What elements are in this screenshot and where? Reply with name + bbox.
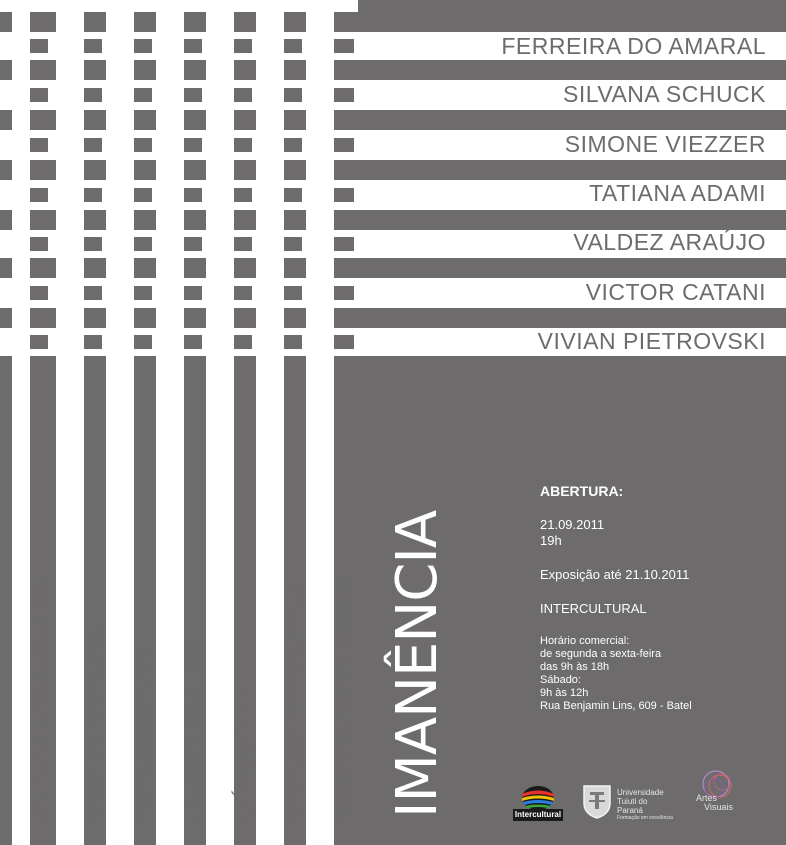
weave-square (134, 188, 152, 202)
col-white (156, 356, 184, 845)
hours-label: Horário comercial: (540, 635, 630, 647)
artist-name-left: HELSON CASTRO (182, 642, 205, 822)
weave-square (84, 335, 102, 349)
artist-name-left: MARCOS FRANKOWICZ (282, 582, 305, 822)
artist-name-right: SILVANA SCHUCK (563, 81, 766, 107)
weave-square (234, 335, 252, 349)
artist-name-right: VALDEZ ARAÚJO (573, 229, 766, 255)
weave-square (30, 335, 48, 349)
weave-square (284, 335, 302, 349)
weave-gap (256, 258, 284, 278)
weave-square (30, 237, 48, 251)
weave-square (284, 39, 302, 53)
panel-top (358, 0, 786, 12)
weave-gap (156, 110, 184, 130)
weave-square (84, 237, 102, 251)
utp-tagline: Formação em excelência (617, 815, 673, 821)
weave-gap (256, 60, 284, 80)
weave-gap (306, 210, 334, 230)
utp-line3: Paraná (617, 806, 643, 815)
artist-name-right: SIMONE VIEZZER (564, 131, 766, 157)
weave-gap (56, 60, 84, 80)
weave-gap (156, 60, 184, 80)
weave-gap (156, 258, 184, 278)
weave-square (30, 39, 48, 53)
weave-gap (106, 60, 134, 80)
weave-gap (206, 210, 234, 230)
weave-square (30, 188, 48, 202)
weave-square (184, 335, 202, 349)
weave-gap (56, 210, 84, 230)
weave-square (134, 138, 152, 152)
weave-square (234, 286, 252, 300)
artist-name-right: TATIANA ADAMI (589, 180, 766, 206)
weave-gap (12, 258, 30, 278)
weave-square (134, 335, 152, 349)
artes-line2: Visuais (704, 802, 733, 812)
col-white (256, 356, 284, 845)
intercultural-label: Intercultural (514, 810, 562, 819)
utp-line2: Tuiuti do (617, 797, 648, 806)
weave-gap (56, 110, 84, 130)
artist-name-right: FERREIRA DO AMARAL (501, 33, 766, 59)
weave-square (284, 237, 302, 251)
weave-gap (106, 210, 134, 230)
col-white (12, 356, 30, 845)
hours-days: de segunda a sexta-feira (540, 648, 662, 660)
weave-gap (206, 258, 234, 278)
weave-square (134, 237, 152, 251)
shield-icon (582, 783, 612, 819)
weave-gap (256, 210, 284, 230)
col-white (306, 356, 334, 845)
weave-square (284, 138, 302, 152)
opening-time: 19h (540, 533, 562, 548)
weave-square (84, 39, 102, 53)
weave-gap (306, 60, 334, 80)
weave-gap (306, 160, 334, 180)
weave-square (234, 237, 252, 251)
utp-name (617, 788, 673, 822)
artes-label (696, 794, 733, 812)
col-white (206, 356, 234, 845)
weave-gap (106, 160, 134, 180)
weave-square (334, 138, 354, 152)
weave-gap (206, 308, 234, 328)
artes-visuais-logo (694, 766, 742, 822)
artist-name-left: FERNANDA YUMI (132, 649, 155, 822)
weave-square (134, 39, 152, 53)
weave-gap (106, 12, 134, 32)
weave-square (184, 286, 202, 300)
col-white (106, 356, 134, 845)
weave-gap (56, 308, 84, 328)
utp-line1: Universidade (617, 788, 664, 797)
weave-gap (306, 12, 334, 32)
weave-gap (156, 308, 184, 328)
weave-square (284, 88, 302, 102)
opening-label: ABERTURA: (540, 483, 624, 499)
weave-square (184, 88, 202, 102)
utp-logo (582, 783, 682, 823)
weave-gap (56, 12, 84, 32)
weave-square (134, 286, 152, 300)
weave-square (234, 138, 252, 152)
hours-time: das 9h às 18h (540, 661, 610, 673)
intercultural-logo (513, 785, 563, 825)
weave-square (30, 138, 48, 152)
venue-address: Rua Benjamin Lins, 609 - Batel (540, 700, 692, 712)
weave-square (234, 39, 252, 53)
weave-square (234, 188, 252, 202)
weave-gap (12, 60, 30, 80)
weave-gap (306, 110, 334, 130)
weave-square (334, 188, 354, 202)
globe-icon (513, 785, 563, 811)
weave-square (184, 138, 202, 152)
weave-gap (256, 110, 284, 130)
weave-gap (106, 110, 134, 130)
weave-square (284, 188, 302, 202)
weave-square (184, 39, 202, 53)
artist-name-right: VICTOR CATANI (585, 279, 766, 305)
weave-square (184, 188, 202, 202)
artes-line1: Artes (696, 793, 718, 803)
weave-gap (56, 258, 84, 278)
title-text: IMANÊNCIA (385, 510, 450, 818)
weave-gap (206, 110, 234, 130)
weave-square (334, 286, 354, 300)
saturday-time: 9h às 12h (540, 687, 589, 699)
artist-name-left: LAÍS BECKER (232, 684, 255, 822)
weave-gap (206, 12, 234, 32)
weave-gap (12, 308, 30, 328)
weave-square (84, 188, 102, 202)
weave-gap (106, 258, 134, 278)
weave-gap (156, 160, 184, 180)
weave-square (334, 335, 354, 349)
v-col (30, 0, 56, 356)
weave-gap (12, 12, 30, 32)
weave-square (334, 39, 354, 53)
venue-name: INTERCULTURAL (540, 601, 647, 616)
weave-square (334, 88, 354, 102)
weave-square (284, 286, 302, 300)
weave-square (30, 88, 48, 102)
weave-gap (256, 160, 284, 180)
weave-gap (12, 110, 30, 130)
weave-gap (206, 60, 234, 80)
opening-date: 21.09.2011 (540, 517, 605, 532)
weave-gap (156, 210, 184, 230)
weave-gap (306, 258, 334, 278)
artist-name-left: BASILEU MENEZES (82, 625, 105, 822)
artist-name-left: ROBERTA DIPPE NUNES (332, 575, 355, 822)
weave-square (134, 88, 152, 102)
weave-gap (156, 12, 184, 32)
weave-square (84, 286, 102, 300)
weave-square (84, 138, 102, 152)
weave-square (334, 237, 354, 251)
weave-gap (106, 308, 134, 328)
artist-name-right: VIVIAN PIETROVSKI (537, 328, 766, 354)
weave-gap (12, 160, 30, 180)
saturday-label: Sábado: (540, 674, 581, 686)
weave-gap (206, 160, 234, 180)
weave-square (84, 88, 102, 102)
weave-square (184, 237, 202, 251)
weave-square (234, 88, 252, 102)
col-white (56, 356, 84, 845)
weave-gap (256, 12, 284, 32)
weave-gap (256, 308, 284, 328)
artist-name-left: ANTHONY DOS SANTOS (31, 576, 54, 822)
weave-square (30, 286, 48, 300)
weave-gap (306, 308, 334, 328)
weave-gap (12, 210, 30, 230)
exhibition-dates: Exposição até 21.10.2011 (540, 567, 690, 582)
weave-gap (56, 160, 84, 180)
